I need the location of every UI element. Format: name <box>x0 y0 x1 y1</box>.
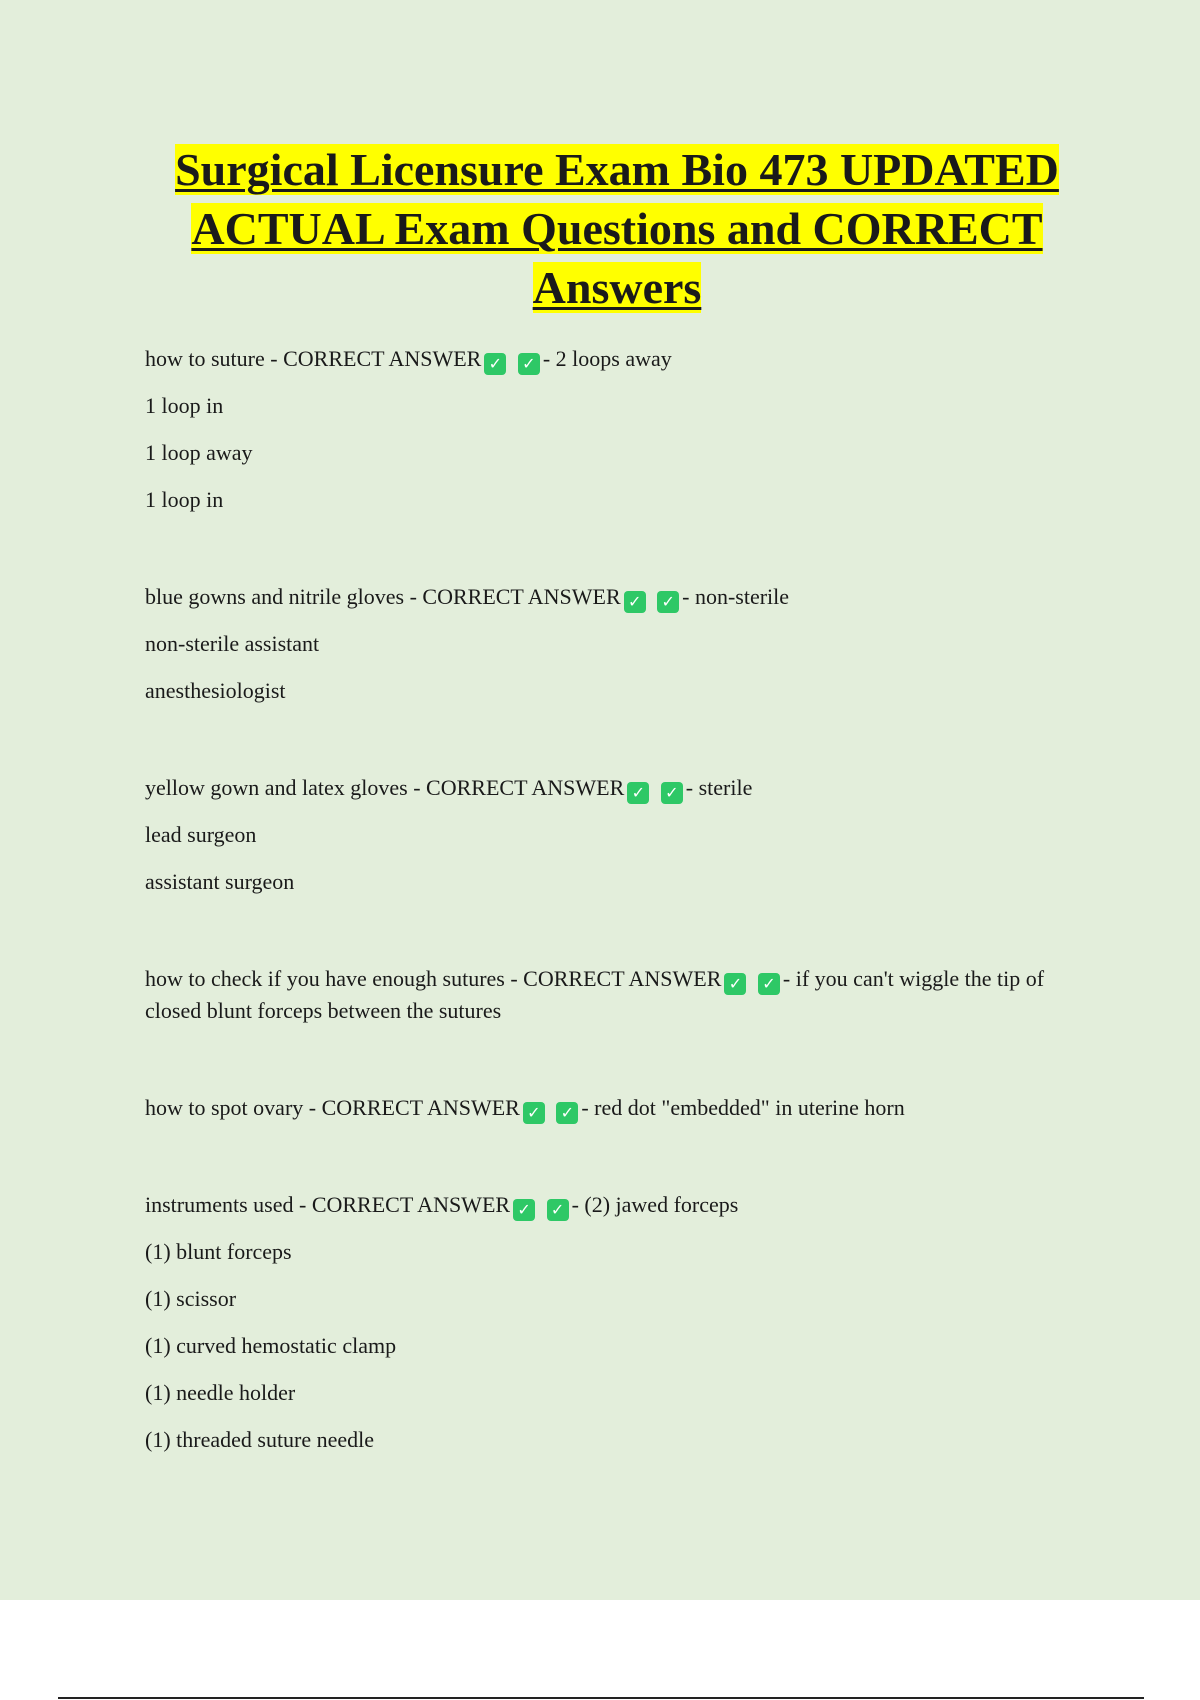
question-text: instruments used <box>145 1192 294 1217</box>
answer-line: 1 loop away <box>145 440 253 465</box>
qa-question-line <box>145 343 1095 375</box>
question-text: how to suture <box>145 346 265 371</box>
answer-line: assistant surgeon <box>145 869 295 894</box>
check-icon: ✓ <box>758 973 780 995</box>
qa-item <box>145 963 1095 1027</box>
document-title-text: Surgical Licensure Exam Bio 473 UPDATED ACTUAL Exam Questions and CORRECT Answers <box>175 144 1059 313</box>
answer-text: - sterile <box>685 775 753 800</box>
qa-item <box>145 343 1095 516</box>
answer-line: non-sterile assistant <box>145 631 320 656</box>
document-title <box>120 140 1114 317</box>
qa-question-line <box>145 772 1095 804</box>
qa-item <box>145 1189 1095 1456</box>
question-text: how to check if you have enough sutures <box>145 966 505 991</box>
question-text: blue gowns and nitrile gloves <box>145 584 405 609</box>
correct-answer-label: - CORRECT ANSWER <box>413 775 625 800</box>
check-icon: ✓ <box>523 1102 545 1124</box>
check-icon: ✓ <box>484 353 506 375</box>
qa-question-line <box>145 1189 1095 1221</box>
answer-line: (1) curved hemostatic clamp <box>145 1333 397 1358</box>
correct-answer-label: - CORRECT ANSWER <box>308 1095 520 1120</box>
qa-question-line <box>145 963 1095 1027</box>
answer-line: (1) blunt forceps <box>145 1239 292 1264</box>
question-text: yellow gown and latex gloves <box>145 775 408 800</box>
answer-line: anesthesiologist <box>145 678 286 703</box>
check-icon: ✓ <box>627 782 649 804</box>
answer-line: 1 loop in <box>145 393 224 418</box>
correct-answer-label: - CORRECT ANSWER <box>299 1192 511 1217</box>
check-icon: ✓ <box>518 353 540 375</box>
answer-text: - non-sterile <box>682 584 790 609</box>
qa-item <box>145 772 1095 898</box>
check-icon: ✓ <box>657 591 679 613</box>
check-icon: ✓ <box>661 782 683 804</box>
correct-answer-label: - CORRECT ANSWER <box>409 584 621 609</box>
answer-text: - 2 loops away <box>542 346 672 371</box>
answer-text: - red dot "embedded" in uterine horn <box>581 1095 905 1120</box>
correct-answer-label: - CORRECT ANSWER <box>270 346 482 371</box>
answer-text: - (2) jawed forceps <box>571 1192 739 1217</box>
answer-line: (1) threaded suture needle <box>145 1427 375 1452</box>
check-icon: ✓ <box>547 1199 569 1221</box>
answer-line: lead surgeon <box>145 822 257 847</box>
answer-line: (1) scissor <box>145 1286 237 1311</box>
check-icon: ✓ <box>556 1102 578 1124</box>
qa-list <box>145 343 1095 1521</box>
check-icon: ✓ <box>624 591 646 613</box>
qa-question-line <box>145 581 1095 613</box>
answer-line: 1 loop in <box>145 487 224 512</box>
check-icon: ✓ <box>724 973 746 995</box>
qa-item <box>145 581 1095 707</box>
footer-divider <box>58 1697 1144 1699</box>
check-icon: ✓ <box>513 1199 535 1221</box>
answer-line: (1) needle holder <box>145 1380 296 1405</box>
answer-text: - if you can't wiggle the tip of closed blunt forceps between the sutures <box>145 966 1045 1023</box>
qa-item <box>145 1092 1095 1124</box>
question-text: how to spot ovary <box>145 1095 304 1120</box>
qa-question-line <box>145 1092 1095 1124</box>
correct-answer-label: - CORRECT ANSWER <box>510 966 722 991</box>
